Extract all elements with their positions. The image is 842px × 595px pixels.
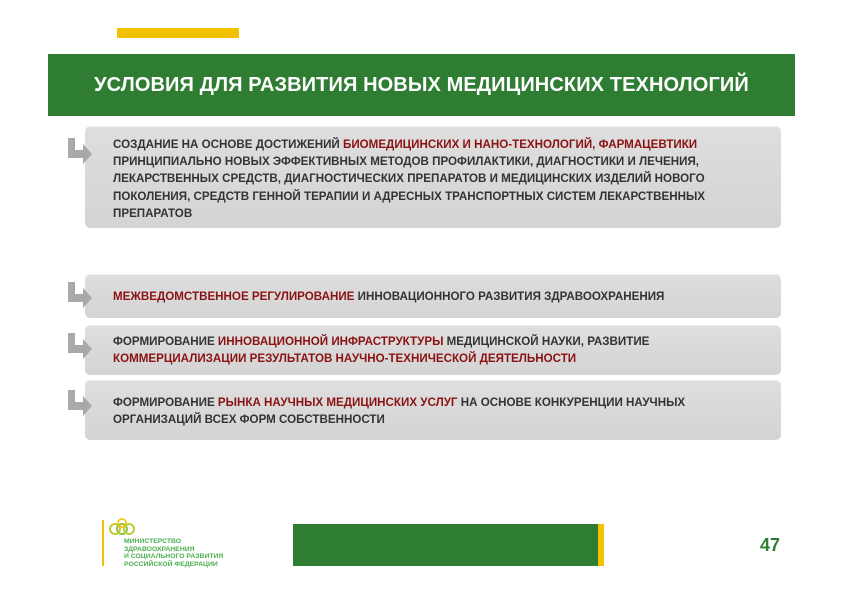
highlighted-text: КОММЕРЦИАЛИЗАЦИИ РЕЗУЛЬТАТОВ НАУЧНО-ТЕХНИЧЕСКОЙ ДЕЯТЕЛЬНОСТИ	[113, 352, 577, 366]
arrow-icon	[64, 331, 94, 359]
item-text-part: ФОРМИРОВАНИЕ	[113, 396, 218, 409]
item-text-part: МЕДИЦИНСКОЙ НАУКИ, РАЗВИТИЕ	[443, 335, 650, 348]
logo-line-1: МИНИСТЕРСТВО	[124, 538, 182, 545]
title-band	[48, 54, 795, 116]
highlighted-text: МЕЖВЕДОМСТВЕННОЕ РЕГУЛИРОВАНИЕ	[113, 290, 355, 303]
item-text-3	[113, 333, 741, 367]
highlighted-text: ИННОВАЦИОННОЙ ИНФРАСТРУКТУРЫ	[217, 335, 444, 348]
accent-bar	[117, 28, 239, 38]
item-box-4	[85, 380, 781, 440]
item-text-1	[113, 136, 741, 222]
logo-line-2: ЗДРАВООХРАНЕНИЯ	[124, 545, 195, 553]
item-box-3	[85, 325, 781, 375]
item-text-part: НА ОСНОВЕ КОНКУРЕНЦИИ НАУЧНЫХ ОРГАНИЗАЦИЙ ВСЕХ ФОРМ СОБСТВЕННОСТИ	[113, 396, 686, 427]
highlighted-text: РЫНКА НАУЧНЫХ МЕДИЦИНСКИХ УСЛУГ	[217, 396, 458, 409]
item-text-part: ПРИНЦИПИАЛЬНО НОВЫХ ЭФФЕКТИВНЫХ МЕТОДОВ ПРОФИЛАКТИКИ, ДИАГНОСТИКИ И ЛЕЧЕНИЯ, ЛЕКАРСТВЕННЫХ СРЕДСТВ, ДИАГНОСТИЧЕСКИХ ПРЕПАРАТОВ И МЕДИЦИНСКИХ ИЗДЕЛИЙ НОВОГО ПОКОЛЕНИЯ, СРЕДСТВ ГЕННОЙ ТЕРАПИИ И АДРЕСНЫХ ТРАНСПОРТНЫХ СИСТЕМ ЛЕКАРСТВЕННЫХ ПРЕПАРАТОВ	[113, 155, 706, 220]
arrow-icon	[64, 136, 94, 164]
logo-line-3: И СОЦИАЛЬНОГО РАЗВИТИЯ	[124, 553, 224, 561]
arrow-icon	[64, 280, 94, 308]
item-text-2	[113, 288, 741, 305]
item-text-4	[113, 394, 741, 428]
ministry-logo-text	[124, 538, 223, 568]
arrow-icon	[64, 388, 94, 416]
ministry-emblem-icon	[104, 518, 140, 540]
page-number: 47	[760, 535, 781, 555]
item-text-part: ФОРМИРОВАНИЕ	[113, 335, 218, 348]
item-box-2	[85, 274, 781, 318]
item-text-part: ИННОВАЦИОННОГО РАЗВИТИЯ ЗДРАВООХРАНЕНИЯ	[354, 290, 665, 303]
footer-band-accent	[598, 524, 604, 566]
logo-line-4: РОССИЙСКОЙ ФЕДЕРАЦИИ	[124, 560, 218, 568]
footer-band	[293, 524, 598, 566]
item-box-1	[85, 126, 781, 228]
highlighted-text: БИОМЕДИЦИНСКИХ И НАНО-ТЕХНОЛОГИЙ, ФАРМАЦЕВТИКИ	[342, 138, 698, 151]
slide-title: УСЛОВИЯ ДЛЯ РАЗВИТИЯ НОВЫХ МЕДИЦИНСКИХ ТЕХНОЛОГИЙ	[94, 73, 749, 96]
item-text-part: СОЗДАНИЕ НА ОСНОВЕ ДОСТИЖЕНИЙ	[113, 138, 343, 151]
